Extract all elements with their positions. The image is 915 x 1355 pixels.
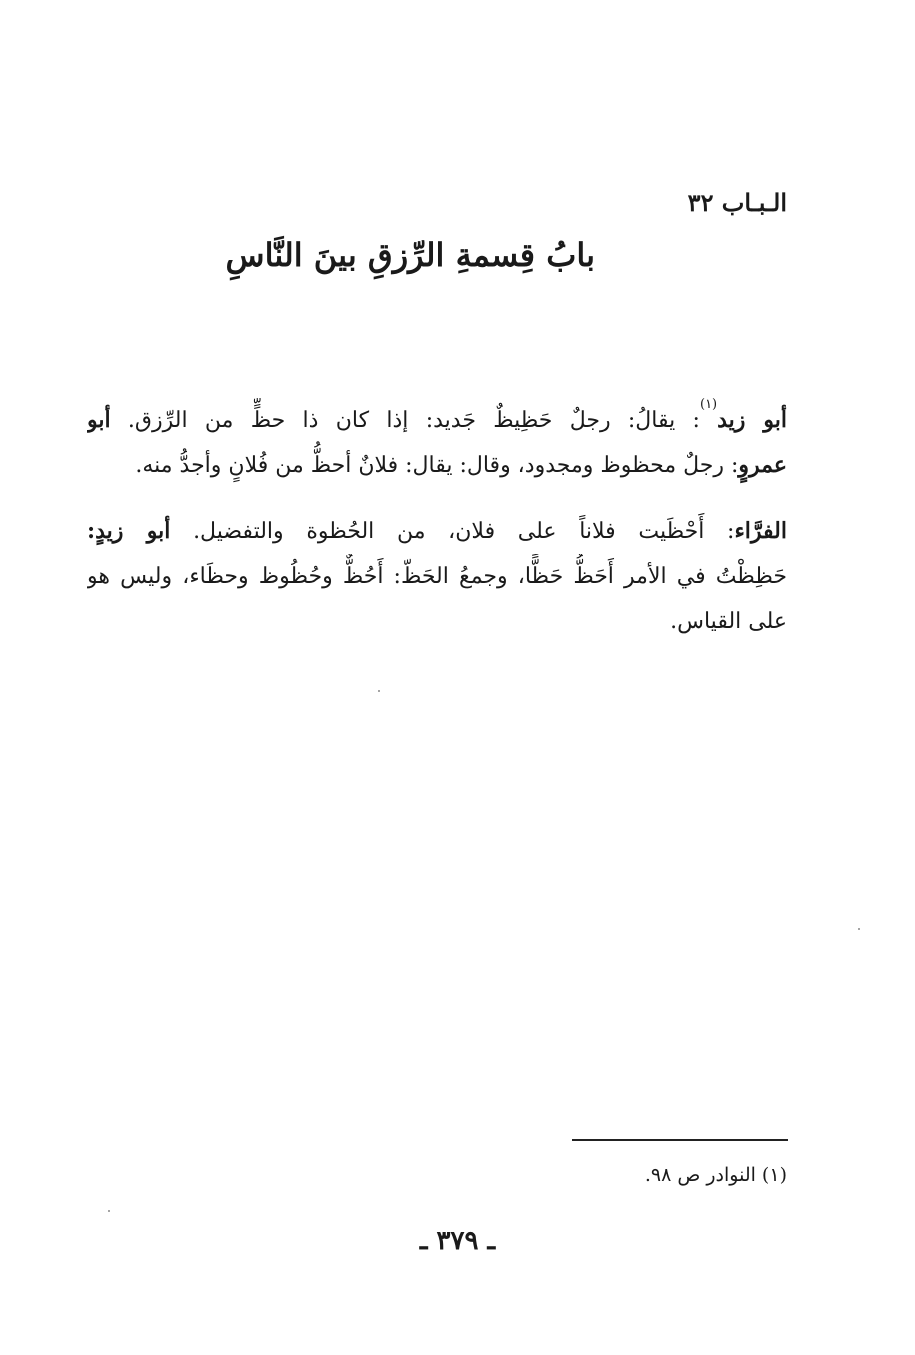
footnote: (١) النوادر ص ٩٨. [644, 1164, 787, 1186]
speaker-name: أبو زيد [717, 407, 787, 433]
paragraph-text: : رجلٌ محظوظ ومجدود، وقال: يقال: فلانٌ أحظُّ من فُلانٍ وأجدُّ منه. [135, 453, 739, 478]
paragraph-2-line-2: حَظِظْتُ في الأمر أَحَظُّ حَظًّا، وجمعُ الحَظّ: أَحُظٌّ وحُظُوظ وحظَاء، وليس هو [87, 564, 787, 589]
paragraph-2-line-3: على القياس. [670, 609, 787, 634]
page-number: ـ ٣٧٩ ـ [419, 1226, 496, 1256]
speaker-name: أبو زيدٍ [95, 518, 171, 544]
paragraph-2-line-1 [87, 509, 787, 554]
speaker-colon: : [87, 518, 96, 544]
scan-speck [378, 690, 380, 692]
footnote-reference[interactable]: (١) [699, 398, 718, 412]
chapter-title: بابُ قِسمةِ الرِّزقِ بينَ النَّاسِ [225, 236, 595, 274]
speaker-name: عمروٍ [738, 452, 787, 478]
scan-speck [858, 928, 860, 930]
paragraph-1-line-2 [87, 443, 787, 488]
speaker-name: الفرَّاء [734, 518, 787, 544]
paragraph-1 [87, 398, 787, 488]
paragraph-1-line-1 [87, 398, 787, 443]
scan-speck [108, 1210, 110, 1212]
paragraph-text: : أَحْظَيت فلاناً على فلان، من الحُظوة والتفضيل. [193, 519, 735, 544]
chapter-label: الـبـاب ٣٢ [687, 188, 787, 217]
paragraph-2 [87, 509, 787, 644]
footnote-divider [572, 1139, 788, 1141]
paragraph-text: : يقالُ: رجلٌ حَظِيظٌ جَديد: إذا كان ذا حظٍّ من الرِّزق. [127, 408, 700, 433]
speaker-name: أبو [87, 407, 111, 433]
